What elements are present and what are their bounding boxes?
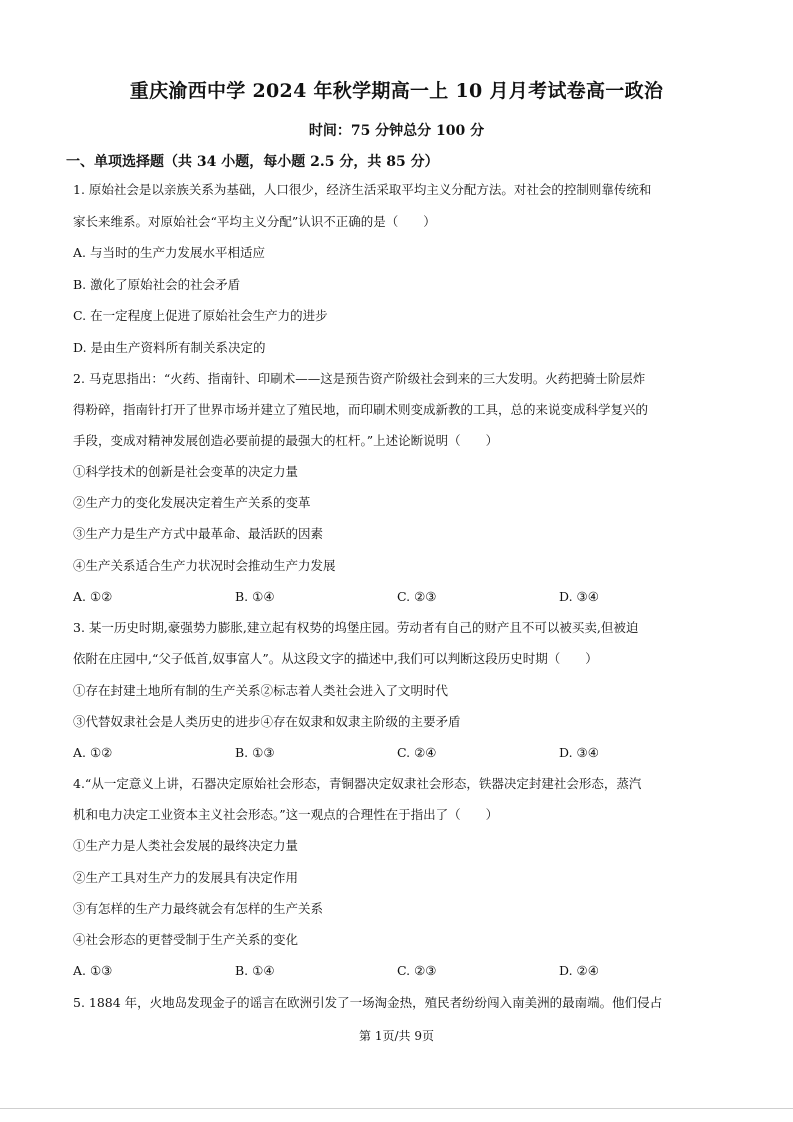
q4-statement-4: ④社会形态的更替受制于生产关系的变化 <box>73 932 299 947</box>
q2-statement-2: ②生产力的变化发展决定着生产关系的变革 <box>73 495 311 510</box>
q4-statement-1: ①生产力是人类社会发展的最终决定力量 <box>73 838 299 853</box>
q2-option-c: C. ②③ <box>397 589 437 604</box>
q1-stem-line2: 家长来维系。对原始社会“平均主义分配”认识不正确的是（ ） <box>73 214 436 229</box>
q2-statement-1: ①科学技术的创新是社会变革的决定力量 <box>73 464 299 479</box>
q3-statements-3-4: ③代替奴隶社会是人类历史的进步④存在奴隶和奴隶主阶级的主要矛盾 <box>73 714 461 729</box>
q3-stem-line2: 依附在庄园中,“父子低首,奴事富人”。从这段文字的描述中,我们可以判断这段历史时期（ ） <box>73 651 598 666</box>
q3-option-b: B. ①③ <box>235 745 275 760</box>
page-title: 重庆渝西中学 2024 年秋学期高一上 10 月月考试卷高一政治 <box>129 80 664 102</box>
q3-option-c: C. ②④ <box>397 745 437 760</box>
q4-statement-2: ②生产工具对生产力的发展具有决定作用 <box>73 870 299 885</box>
q2-stem-line1: 2. 马克思指出：“火药、指南针、印刷术——这是预告资产阶级社会到来的三大发明。火药把骑士阶层炸 <box>73 371 646 386</box>
q4-option-d: D. ②④ <box>559 963 599 978</box>
q5-stem-line1: 5. 1884 年，火地岛发现金子的谣言在欧洲引发了一场淘金热，殖民者纷纷闯入南美洲的最南端。他们侵占 <box>73 995 663 1010</box>
q4-option-b: B. ①④ <box>235 963 275 978</box>
q2-option-b: B. ①④ <box>235 589 275 604</box>
q1-option-b: B. 激化了原始社会的社会矛盾 <box>73 277 241 292</box>
page-number: 第 1页/共 9页 <box>359 1029 434 1043</box>
q1-option-c: C. 在一定程度上促进了原始社会生产力的进步 <box>73 308 328 323</box>
q2-option-d: D. ③④ <box>559 589 599 604</box>
q4-stem-line1: 4.“从一定意义上讲，石器决定原始社会形态，青铜器决定奴隶社会形态，铁器决定封建社会形态，蒸汽 <box>73 776 642 791</box>
q2-statement-4: ④生产关系适合生产力状况时会推动生产力发展 <box>73 558 336 573</box>
q2-stem-line2: 得粉碎，指南针打开了世界市场并建立了殖民地，而印刷术则变成新教的工具，总的来说变成科学复兴的 <box>73 402 649 417</box>
q3-statements-1-2: ①存在封建土地所有制的生产关系②标志着人类社会进入了文明时代 <box>73 683 449 698</box>
q2-stem-line3: 手段，变成对精神发展创造必要前提的最强大的杠杆。”上述论断说明（ ） <box>73 433 499 448</box>
q4-options <box>73 963 733 979</box>
q4-stem-line2: 机和电力决定工业资本主义社会形态。”这一观点的合理性在于指出了（ ） <box>73 807 499 822</box>
exam-time-score: 时间：75 分钟总分 100 分 <box>308 123 485 139</box>
q1-option-d: D. 是由生产资料所有制关系决定的 <box>73 340 266 355</box>
section-heading: 一、单项选择题（共 34 小题，每小题 2.5 分，共 85 分） <box>66 154 439 170</box>
q4-option-c: C. ②③ <box>397 963 437 978</box>
q1-option-a: A. 与当时的生产力发展水平相适应 <box>73 245 265 260</box>
page-bottom-divider <box>0 1108 793 1109</box>
q2-option-a: A. ①② <box>73 589 113 604</box>
q3-option-a: A. ①② <box>73 745 113 760</box>
q3-option-d: D. ③④ <box>559 745 599 760</box>
q2-options <box>73 589 733 605</box>
q3-stem-line1: 3. 某一历史时期,豪强势力膨胀,建立起有权势的坞堡庄园。劳动者有自己的财产且不可以被买卖,但被迫 <box>73 620 639 635</box>
q1-stem-line1: 1. 原始社会是以亲族关系为基础，人口很少，经济生活采取平均主义分配方法。对社会的控制则靠传统和 <box>73 182 652 197</box>
q4-option-a: A. ①③ <box>73 963 113 978</box>
q2-statement-3: ③生产力是生产方式中最革命、最活跃的因素 <box>73 526 324 541</box>
q4-statement-3: ③有怎样的生产力最终就会有怎样的生产关系 <box>73 901 324 916</box>
q3-options <box>73 745 733 761</box>
